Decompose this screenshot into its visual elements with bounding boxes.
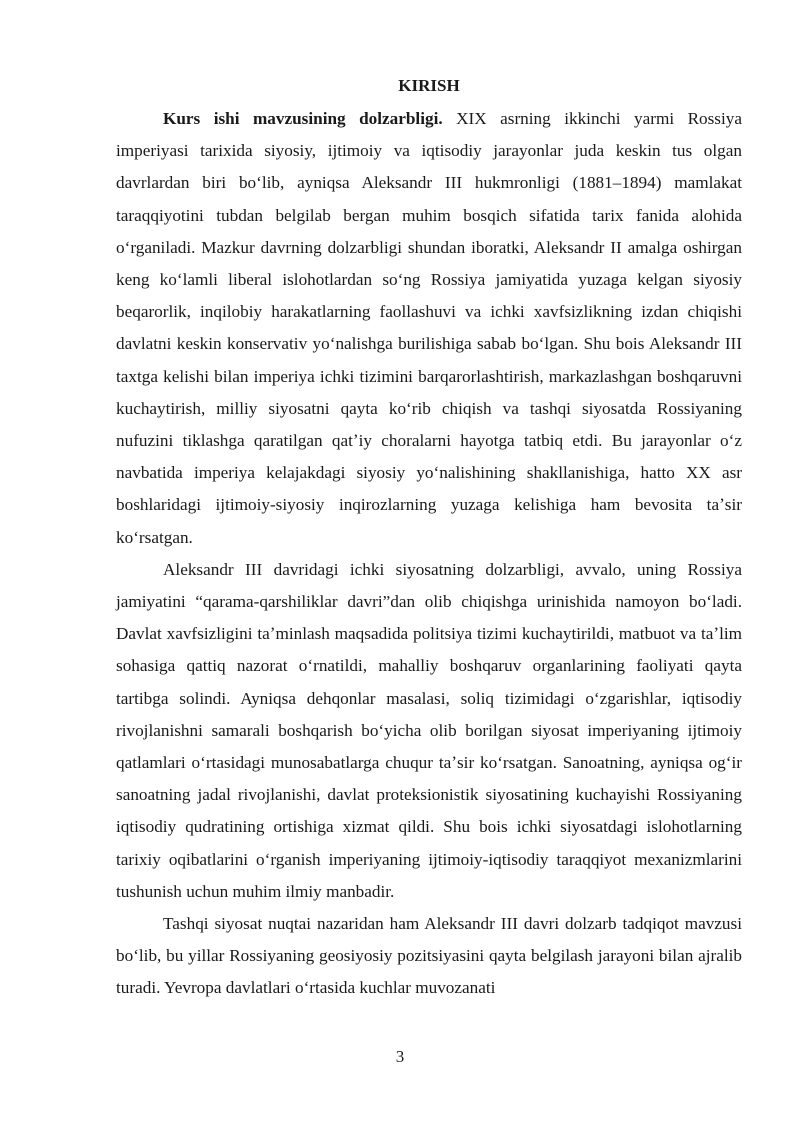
paragraph-3 <box>116 908 742 1005</box>
page-content <box>116 72 742 1005</box>
paragraph-lead: Kurs ishi mavzusining dolzarbligi. <box>163 109 443 128</box>
paragraph-text: Tashqi siyosat nuqtai nazaridan ham Aleksandr III davri dolzarb tadqiqot mavzusi boʻlib, bu yillar Rossiyaning geosiyosiy pozitsiyasini qayta belgilash jarayoni bilan ajralib turadi. Yevropa davlatlari oʻrtasida kuchlar muvozanati <box>116 914 742 998</box>
paragraph-text: XIX asrning ikkinchi yarmi Rossiya imperiyasi tarixida siyosiy, ijtimoiy va iqtisodiy jarayonlar juda keskin tus olgan davrlardan biri boʻlib, ayniqsa Aleksandr III hukmronligi (1881–1894) mamlakat taraqqiyotini tubdan belgilab bergan muhim bosqich sifatida tarix fanida alohida oʻrganiladi. Mazkur davrning dolzarbligi shundan iboratki, Aleksandr II amalga oshirgan keng koʻlamli liberal islohotlardan soʻng Rossiya jamiyatida yuzaga kelgan siyosiy beqarorlik, inqilobiy harakatlarning faollashuvi va ichki xavfsizlikning izdan chiqishi davlatni keskin konservativ yoʻnalishga burilishiga sabab boʻlgan. Shu bois Aleksandr III taxtga kelishi bilan imperiya ichki tizimini barqarorlashtirish, markazlashgan boshqaruvni kuchaytirish, milliy siyosatni qayta koʻrib chiqish va tashqi siyosatda Rossiyaning nufuzini tiklashga qaratilgan qatʼiy choralarni hayotga tatbiq etdi. Bu jarayonlar oʻz navbatida imperiya kelajakdagi siyosiy yoʻnalishining shakllanishiga, hatto XX asr boshlaridagi ijtimoiy-siyosiy inqirozlarning yuzaga kelishiga ham bevosita taʼsir koʻrsatgan. <box>116 109 742 547</box>
page-number: 3 <box>395 1047 405 1066</box>
paragraph-1 <box>116 103 742 554</box>
paragraph-2 <box>116 554 742 908</box>
paragraph-text: Aleksandr III davridagi ichki siyosatning dolzarbligi, avvalo, uning Rossiya jamiyatini “qarama-qarshiliklar davri”dan olib chiqishga urinishida namoyon boʻladi. Davlat xavfsizligini taʼminlash maqsadida politsiya tizimi kuchaytirildi, matbuot va taʼlim sohasiga qattiq nazorat oʻrnatildi, mahalliy boshqaruv organlarining faoliyati qayta tartibga solindi. Ayniqsa dehqonlar masalasi, soliq tizimidagi oʻzgarishlar, iqtisodiy rivojlanishni samarali boshqarish boʻyicha olib borilgan siyosat imperiyaning ijtimoiy qatlamlari oʻrtasidagi munosabatlarga chuqur taʼsir koʻrsatgan. Sanoatning, ayniqsa ogʻir sanoatning jadal rivojlanishi, davlat proteksionistik siyosatining kuchayishi Rossiyaning iqtisodiy qudratining ortishiga xizmat qildi. Shu bois ichki siyosatdagi islohotlarning tarixiy oqibatlarini oʻrganish imperiyaning ijtimoiy-iqtisodiy taraqqiyot mexanizmlarini tushunish uchun muhim ilmiy manbadir. <box>116 559 742 901</box>
section-heading: KIRISH <box>398 76 460 95</box>
